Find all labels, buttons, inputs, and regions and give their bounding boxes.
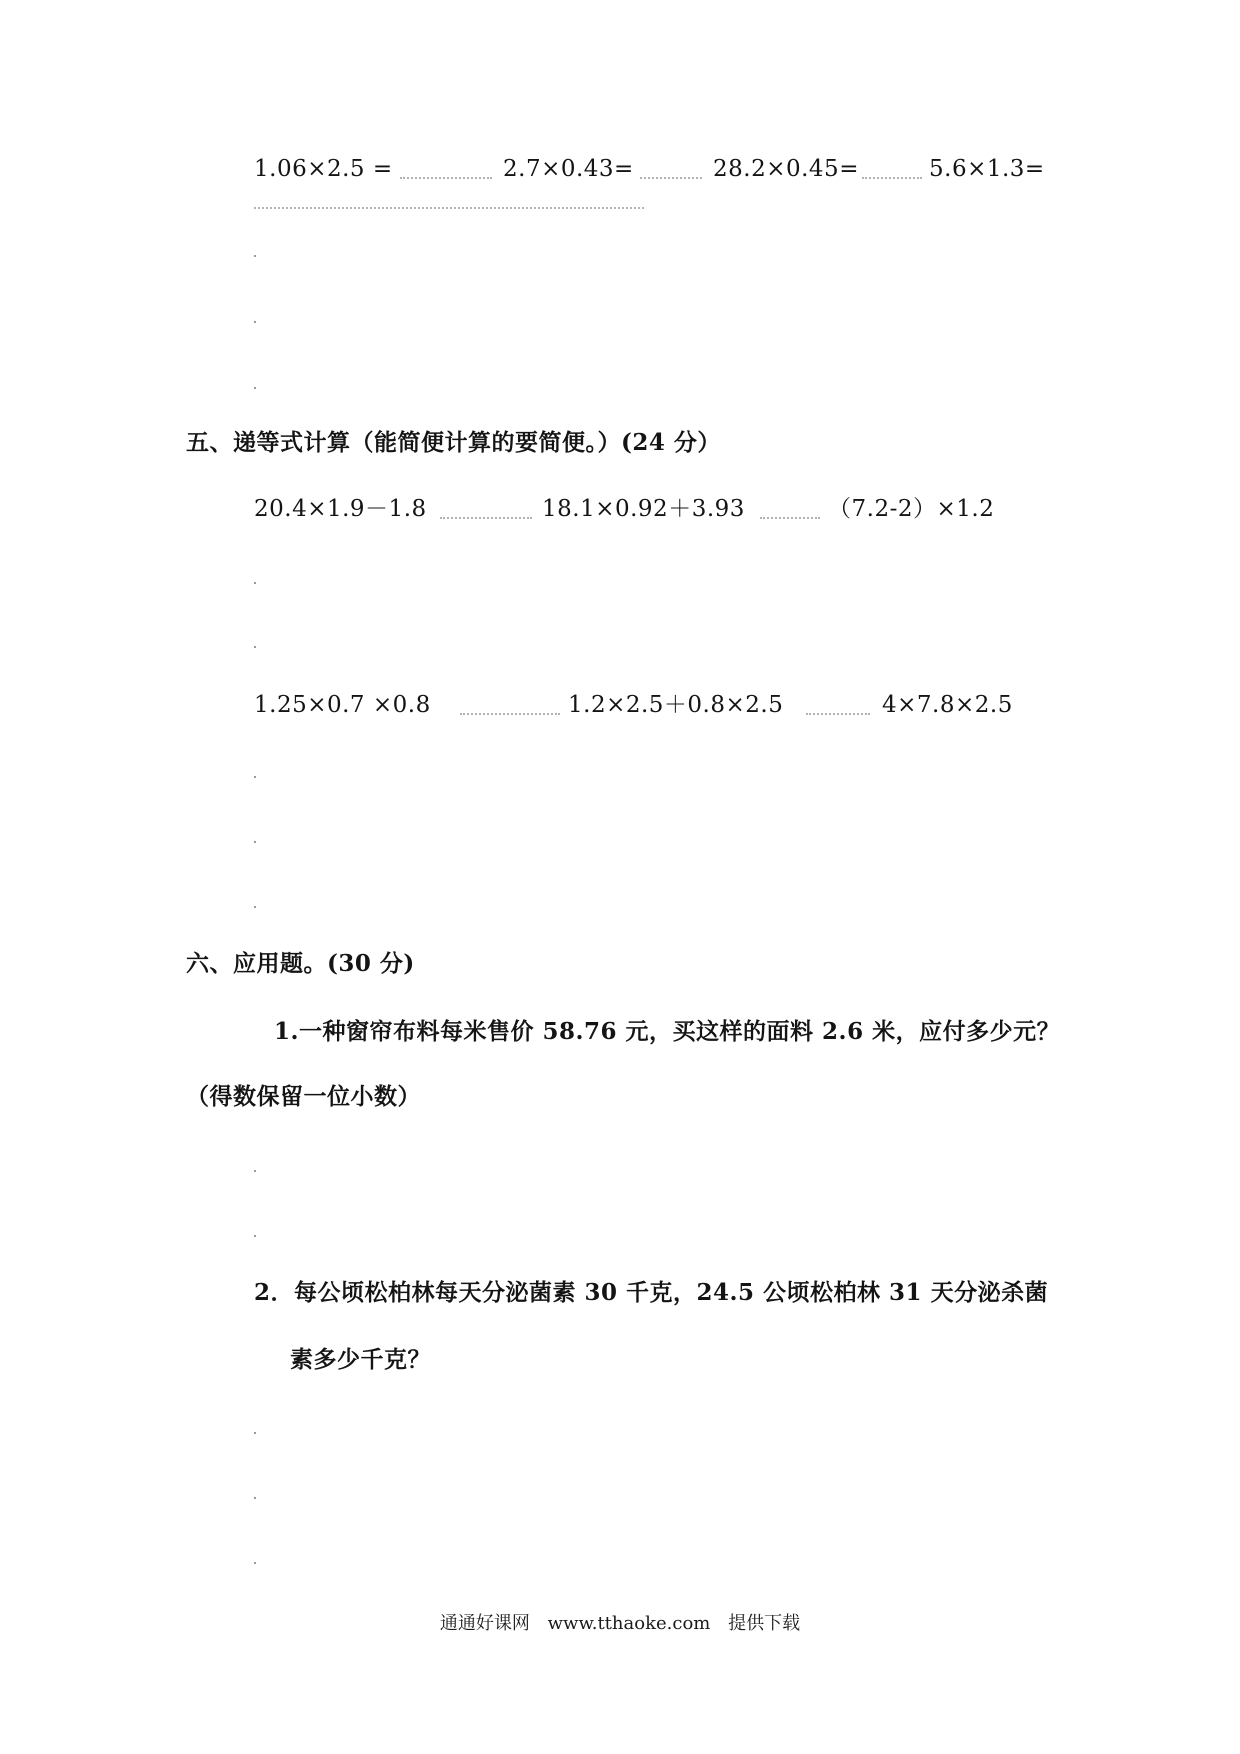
dotted-leader bbox=[760, 515, 820, 519]
section6-heading: 六、应用题。(30 分) bbox=[186, 950, 415, 977]
blank-line-mark bbox=[254, 1235, 256, 1237]
expr-5-6: 4×7.8×2.5 bbox=[882, 692, 1013, 718]
footer bbox=[0, 1612, 1240, 1636]
dotted-leader bbox=[440, 515, 532, 519]
oral-calc-3: 28.2×0.45= bbox=[713, 156, 859, 182]
blank-line-mark bbox=[254, 255, 256, 257]
dotted-leader bbox=[460, 711, 560, 715]
blank-line-mark bbox=[254, 776, 256, 778]
expr-5-2: 18.1×0.92＋3.93 bbox=[542, 496, 745, 522]
blank-line-mark bbox=[254, 906, 256, 908]
footer-suffix: 提供下载 bbox=[728, 1613, 801, 1634]
blank-line-mark bbox=[254, 582, 256, 584]
question-2-line1: 2．每公顷松柏林每天分泌菌素 30 千克，24.5 公顷松柏林 31 天分泌杀菌 bbox=[254, 1279, 1049, 1306]
question-2-line2: 素多少千克？ bbox=[290, 1346, 431, 1373]
oral-calc-4: 5.6×1.3= bbox=[929, 156, 1045, 182]
blank-line-mark bbox=[254, 321, 256, 323]
blank-line-mark bbox=[254, 841, 256, 843]
dotted-leader bbox=[640, 175, 702, 179]
blank-line-mark bbox=[254, 1562, 256, 1564]
question-1-line2: （得数保留一位小数） bbox=[186, 1083, 421, 1110]
footer-url[interactable]: www.tthaoke.com bbox=[547, 1613, 711, 1634]
dotted-leader bbox=[400, 175, 492, 179]
blank-line-mark bbox=[254, 387, 256, 389]
dotted-answer-line bbox=[254, 205, 644, 209]
blank-line-mark bbox=[254, 646, 256, 648]
expr-5-5: 1.2×2.5＋0.8×2.5 bbox=[568, 692, 784, 718]
blank-line-mark bbox=[254, 1170, 256, 1172]
expr-5-1: 20.4×1.9－1.8 bbox=[254, 496, 427, 522]
oral-calc-2: 2.7×0.43= bbox=[503, 156, 634, 182]
section5-heading: 五、递等式计算（能简便计算的要简便。）(24 分） bbox=[186, 429, 721, 456]
dotted-leader bbox=[806, 711, 870, 715]
oral-calc-1: 1.06×2.5 = bbox=[254, 156, 393, 182]
question-1-line1: 1.一种窗帘布料每米售价 58.76 元，买这样的面料 2.6 米，应付多少元？ bbox=[274, 1018, 1061, 1045]
expr-5-3: （7.2-2）×1.2 bbox=[828, 496, 995, 522]
dotted-leader bbox=[862, 175, 922, 179]
expr-5-4: 1.25×0.7 ×0.8 bbox=[254, 692, 431, 718]
footer-site-name: 通通好课网 bbox=[439, 1613, 530, 1634]
blank-line-mark bbox=[254, 1432, 256, 1434]
blank-line-mark bbox=[254, 1497, 256, 1499]
